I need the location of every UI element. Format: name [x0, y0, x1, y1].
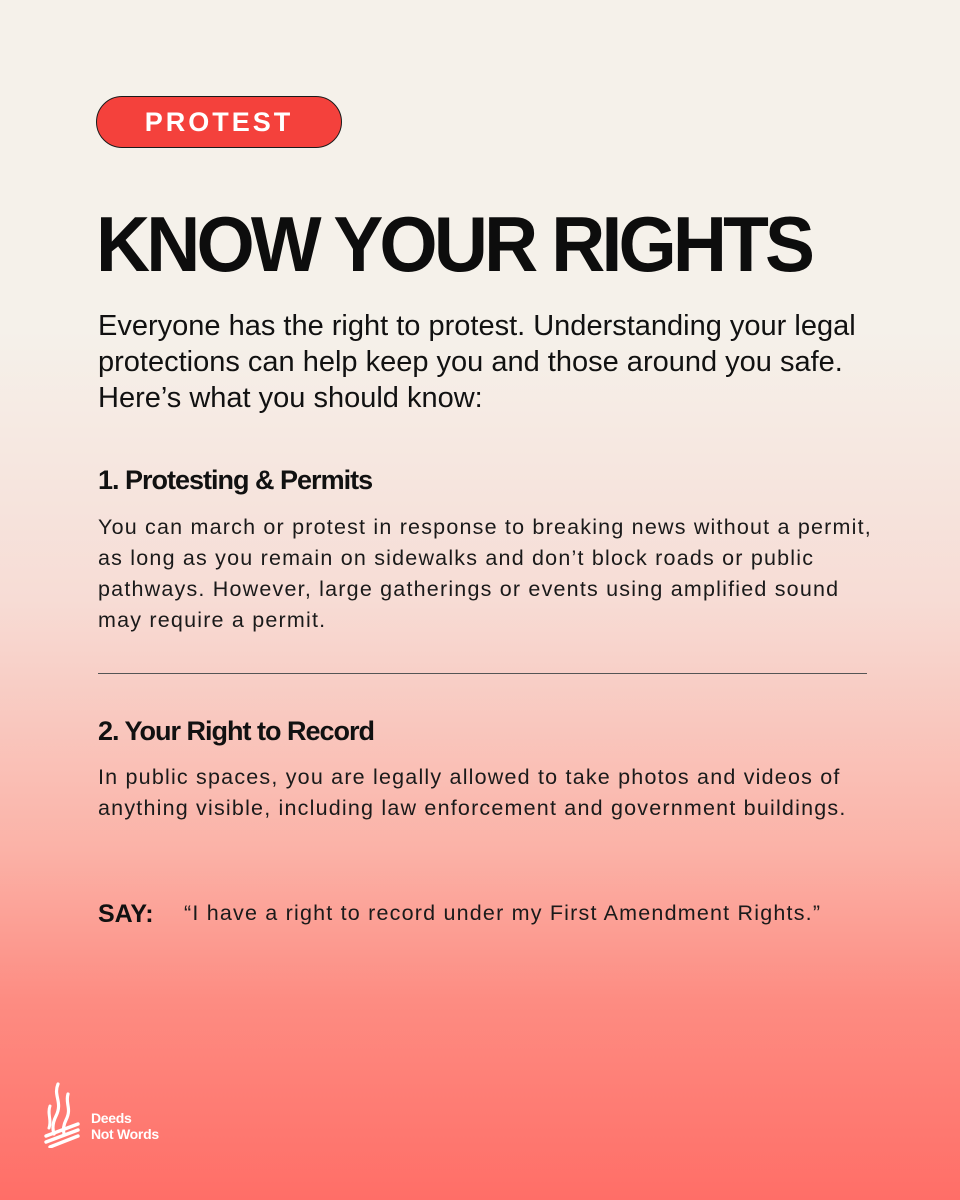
- section-body-record: In public spaces, you are legally allowed to take photos and videos of anything visible, including law enforcement and government buildings.: [98, 765, 847, 820]
- category-tag: [96, 96, 342, 148]
- section-heading-record: 2. Your Right to Record: [98, 716, 375, 746]
- say-quote: “I have a right to record under my First Amendment Rights.”: [184, 901, 822, 925]
- intro-paragraph: Everyone has the right to protest. Understanding your legal protections can help keep you and those around you safe. Here’s what you should know:: [98, 310, 856, 414]
- say-label: SAY:: [98, 900, 154, 928]
- page-title: KNOW YOUR RIGHTS: [96, 200, 812, 288]
- brand-logo: [44, 1082, 184, 1150]
- flame-icon: [44, 1082, 80, 1148]
- section-heading-permits: 1. Protesting & Permits: [98, 465, 373, 495]
- section-body-permits: You can march or protest in response to breaking news without a permit, as long as you remain on sidewalks and don’t block roads or public pathways. However, large gatherings or events using amplified sound may require a permit.: [98, 515, 872, 632]
- brand-name: [91, 1110, 159, 1142]
- category-tag-label: PROTEST: [144, 106, 294, 137]
- brand-name-line2: Not Words: [91, 1126, 159, 1142]
- section-divider: [98, 673, 867, 674]
- brand-name-line1: Deeds: [91, 1110, 132, 1126]
